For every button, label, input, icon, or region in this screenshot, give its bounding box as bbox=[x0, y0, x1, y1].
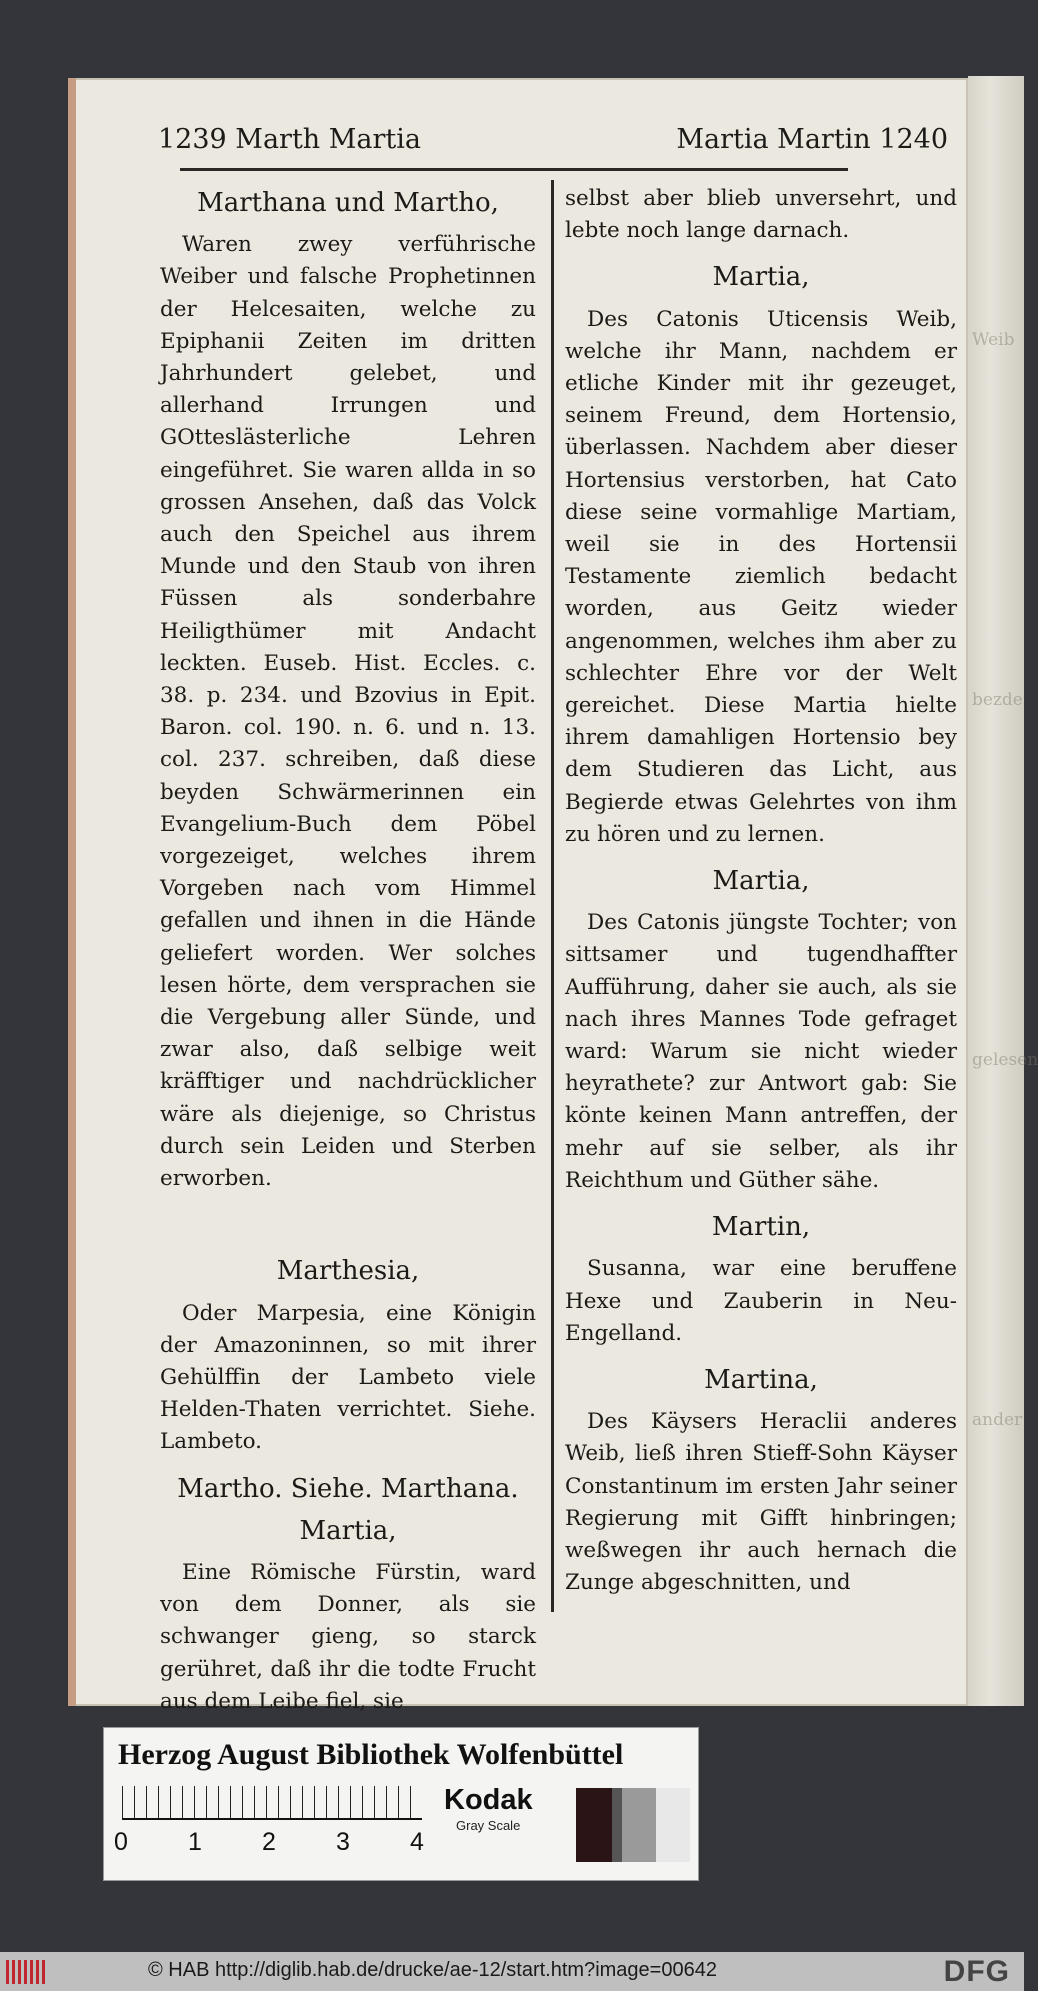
right-column bbox=[565, 183, 957, 1613]
entry-heading: Martho. Siehe. Marthana. bbox=[177, 1473, 519, 1504]
dfg-logo: DFG bbox=[943, 1955, 1010, 1988]
entry-text: Des Catonis jüngste Tochter; von sittsamer und tugendhaffter Aufführung, daher sie auch, als sie nach ihres Mannes Tode gefraget ward: Warum sie nicht wieder heyrathete? zur Antwort gab: Sie könte keinen Mann antreffen, der mehr auf sie selber, als ihr Reichthum und Güther sähe. bbox=[565, 910, 957, 1193]
scale-label: 1 bbox=[188, 1828, 202, 1856]
entry-heading: Martia, bbox=[299, 1515, 397, 1546]
gray-swatch bbox=[612, 1788, 622, 1862]
copyright-url[interactable]: © HAB http://diglib.hab.de/drucke/ae-12/start.htm?image=00642 bbox=[148, 1959, 717, 1981]
kodak-logo: Kodak bbox=[444, 1784, 533, 1816]
ruler-ticks bbox=[122, 1786, 422, 1820]
book-page bbox=[68, 78, 968, 1714]
header-rule bbox=[180, 168, 848, 171]
entry-heading: Martia, bbox=[712, 866, 810, 897]
scale-label: 0 bbox=[114, 1828, 128, 1856]
entry-heading: Marthana und Martho, bbox=[197, 188, 499, 218]
entry-text: Susanna, war eine beruffene Hexe und Zauberin in Neu-Engelland. bbox=[565, 1256, 957, 1346]
entry-text: selbst aber blieb unversehrt, und lebte noch lange darnach. bbox=[565, 186, 957, 244]
gray-swatch bbox=[622, 1788, 656, 1862]
header-right: Martia Martin 1240 bbox=[676, 124, 948, 155]
scale-label: 2 bbox=[262, 1828, 276, 1856]
scale-label: 3 bbox=[336, 1828, 350, 1856]
library-title: Herzog August Bibliothek Wolfenbüttel bbox=[118, 1738, 624, 1771]
entry-text: Oder Marpesia, eine Königin der Amazoninnen, so mit ihrer Gehülffin der Lambeto viele Helden-Thaten verrichtet. Siehe. Lambeto. bbox=[160, 1300, 536, 1455]
gray-swatch bbox=[576, 1788, 612, 1862]
ghost-text: bezde bbox=[972, 690, 1023, 710]
next-page-edge bbox=[968, 76, 1038, 1706]
left-column bbox=[160, 183, 536, 1732]
entry-heading: Martina, bbox=[704, 1364, 818, 1395]
hab-barcode-icon bbox=[6, 1960, 48, 1984]
page-header bbox=[158, 124, 948, 164]
entry-text: Waren zwey verführische Weiber und falsche Prophetinnen der Helcesaiten, welche zu Epiphanii Zeiten im dritten Jahrhundert gelebet, und allerhand Irrungen und GOtteslästerliche Lehren eingeführet. Sie waren allda in so grossen Ansehen, daß das Volck auch den Speichel aus ihrem Munde und den Staub von ihren Füssen als sonderbahre Heiligthümer mit Andacht leckten. Euseb. Hist. Eccles. c. 38. p. 234. und Bzovius in Epit. Baron. col. 190. n. 6. und n. 13. col. 237. schreiben, daß diese beyden Schwärmerinnen ein Evangelium-Buch dem Pöbel vorgezeiget, welches ihrem Vorgeben nach vom Himmel gefallen und ihnen in die Hände geliefert worden. Wer solches lesen hörte, dem versprachen sie die Vergebung aller Sünde, und zwar also, daß selbige weit kräfftiger und nachdrücklicher wäre als diejenige, so Christus durch sein Leiden und Sterben erworben. bbox=[160, 232, 536, 1192]
page-edge bbox=[68, 78, 76, 1706]
column-divider bbox=[551, 180, 554, 1612]
header-left: 1239 Marth Martia bbox=[158, 124, 421, 155]
entry-heading: Martin, bbox=[711, 1212, 811, 1243]
viewer-footer bbox=[0, 1952, 1024, 1991]
ghost-text: ander bbox=[972, 1410, 1023, 1430]
gray-scale-label: Gray Scale bbox=[456, 1818, 521, 1833]
entry-text: Des Catonis Uticensis Weib, welche ihr Mann, nachdem er etliche Kinder mit ihr gezeuget, seinem Freund, dem Hortensio, überlassen. Nachdem aber dieser Hortensius verstorben, hat Cato diese seine vormahlige Martiam, weil sie in des Hortensii Testamente ziemlich bedacht worden, aus Geitz wieder angenommen, welches ihm aber zu schlechter Ehre vor der Welt gereichet. Diese Martia hielte ihrem damahligen Hortensio bey dem Studieren das Licht, aus Begierde etwas Gelehrtes von ihm zu hören und zu lernen. bbox=[565, 306, 957, 847]
ghost-text: Weib bbox=[972, 330, 1015, 350]
ghost-text: gelesen bbox=[972, 1050, 1038, 1070]
gray-swatch bbox=[656, 1788, 690, 1862]
entry-text: Eine Römische Fürstin, ward von dem Donner, als sie schwanger gieng, so starck gerühret, daß ihr die todte Frucht aus dem Leibe fiel, sie bbox=[160, 1559, 536, 1714]
spacer bbox=[160, 1209, 536, 1251]
color-calibration-bar bbox=[103, 1727, 699, 1881]
scale-label: 4 bbox=[410, 1828, 424, 1856]
entry-heading: Martia, bbox=[712, 262, 810, 293]
entry-text: Des Käysers Heraclii anderes Weib, ließ ihren Stieff-Sohn Käyser Constantinum im ersten Jahr seiner Regierung mit Gifft hinbringen; weßwegen ihr auch hernach die Zunge abgeschnitten, und bbox=[565, 1409, 957, 1596]
entry-heading: Marthesia, bbox=[276, 1256, 420, 1287]
